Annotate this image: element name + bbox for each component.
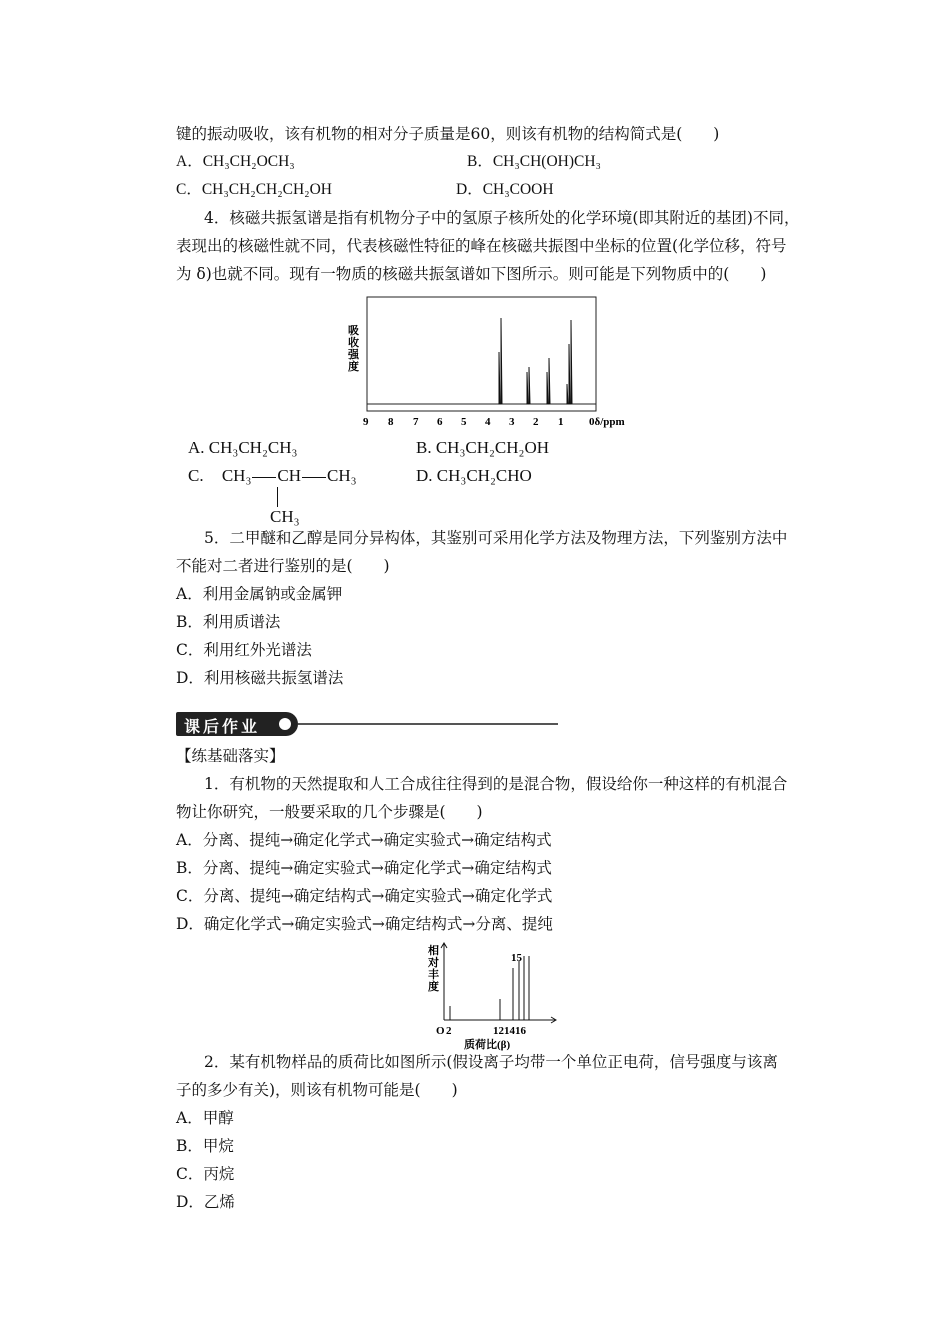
q4-line3: 为 δ)也就不同。现有一物质的核磁共振氢谱如下图所示。则可能是下列物质中的( ) xyxy=(176,265,767,283)
q3-option-d: D．CH₃COOH xyxy=(456,181,554,198)
nmr-peak-3.5 xyxy=(498,318,502,404)
q5-option-a: A．利用金属钠或金属钾 xyxy=(176,585,343,603)
hw-q2-option-c: C．丙烷 xyxy=(176,1165,235,1183)
nmr-ylabel-2: 收 xyxy=(348,337,359,349)
nmr-xtick-7: 7 xyxy=(413,416,419,428)
nmr-xtick-9: 9 xyxy=(363,416,369,428)
mass-spectrum-figure xyxy=(424,942,564,1054)
nmr-xtick-6: 6 xyxy=(437,416,443,428)
q4-line2: 表现出的核磁性就不同，代表核磁性特征的峰在核磁共振图中坐标的位置(化学位移，符号 xyxy=(176,237,787,255)
ms-origin: O xyxy=(436,1025,445,1037)
hw-q1-line2: 物让你研究，一般要采取的几个步骤是( ) xyxy=(176,803,483,821)
homework-banner-title: 课后作业 xyxy=(184,717,261,736)
ms-xlabel: 质荷比(β) xyxy=(464,1039,511,1051)
nmr-peak-2.4 xyxy=(526,367,530,404)
ms-tick-2: 2 xyxy=(446,1025,452,1037)
q4-option-c: C. CH₃ CH CH₃ xyxy=(188,466,357,485)
hw-q1-option-a: A．分离、提纯→确定化学式→确定实验式→确定结构式 xyxy=(176,831,552,849)
q5-option-d: D．利用核磁共振氢谱法 xyxy=(176,669,344,687)
nmr-xtick-4: 4 xyxy=(485,416,491,428)
hw-q2-line1: 2．某有机物样品的质荷比如图所示(假设离子均带一个单位正电荷，信号强度与该离 xyxy=(204,1053,778,1071)
ms-ylabel-2: 对 xyxy=(428,957,439,969)
q5-option-c: C．利用红外光谱法 xyxy=(176,641,312,659)
hw-q1-line1: 1．有机物的天然提取和人工合成往往得到的是混合物，假设给你一种这样的有机混合 xyxy=(204,775,788,793)
hw-q1-option-b: B．分离、提纯→确定实验式→确定化学式→确定结构式 xyxy=(176,859,552,877)
section-heading: 【练基础落实】 xyxy=(176,747,285,765)
nmr-peak-1.6 xyxy=(546,358,550,404)
q3-option-a: A．CH₃CH₂OCH₃ xyxy=(176,153,295,170)
q3-option-b: B．CH₃CH(OH)CH₃ xyxy=(467,153,601,170)
nmr-xtick-8: 8 xyxy=(388,416,394,428)
q4-line1: 4．核磁共振氢谱是指有机物分子中的氢原子核所处的化学环境(即其附近的基团)不同， xyxy=(204,209,800,227)
ms-peak-label: 15 xyxy=(511,952,522,964)
hw-q2-line2: 子的多少有关)，则该有机物可能是( ) xyxy=(176,1081,458,1099)
hw-q2-option-a: A．甲醇 xyxy=(176,1109,234,1127)
hw-q2-option-d: D．乙烯 xyxy=(176,1193,235,1211)
q3-stem-tail: 键的振动吸收，该有机物的相对分子质量是60，则该有机物的结构简式是( ) xyxy=(176,125,720,143)
ms-ylabel-3: 丰 xyxy=(428,969,439,981)
ms-ticks-right: 121416 xyxy=(493,1025,526,1037)
nmr-xtick-0: 0δ/ppm xyxy=(589,416,625,428)
q5-line1: 5．二甲醚和乙醇是同分异构体，其鉴别可采用化学方法及物理方法，下列鉴别方法中 xyxy=(204,529,788,547)
nmr-xtick-2: 2 xyxy=(533,416,539,428)
q3-option-c: C．CH₃CH₂CH₂CH₂OH xyxy=(176,181,332,198)
nmr-spectrum-figure xyxy=(340,292,650,432)
banner-rule xyxy=(298,723,558,725)
q4-option-c-branch: CH₃ xyxy=(270,507,300,526)
nmr-xtick-1: 1 xyxy=(558,416,564,428)
nmr-xtick-3: 3 xyxy=(509,416,515,428)
nmr-ylabel-4: 度 xyxy=(348,361,359,373)
hw-q1-option-c: C．分离、提纯→确定结构式→确定实验式→确定化学式 xyxy=(176,887,553,905)
nmr-frame xyxy=(367,297,596,411)
q5-line2: 不能对二者进行鉴别的是( ) xyxy=(176,557,390,575)
ms-ylabel-1: 相 xyxy=(428,945,439,957)
nmr-ylabel-1: 吸 xyxy=(348,325,359,337)
ms-ylabel-4: 度 xyxy=(428,981,439,993)
hw-q2-option-b: B．甲烷 xyxy=(176,1137,234,1155)
q4-option-a: A. CH₃CH₂CH₃ xyxy=(188,438,298,457)
q4-option-d: D. CH₃CH₂CHO xyxy=(416,466,532,485)
q4-option-c-branch-bond xyxy=(277,487,278,507)
nmr-ylabel-3: 强 xyxy=(348,349,359,361)
nmr-peak-0.9 xyxy=(566,320,572,404)
q5-option-b: B．利用质谱法 xyxy=(176,613,281,631)
banner-dot-icon xyxy=(279,718,291,730)
nmr-xtick-5: 5 xyxy=(461,416,467,428)
hw-q1-option-d: D．确定化学式→确定实验式→确定结构式→分离、提纯 xyxy=(176,915,553,933)
q4-option-b: B. CH₃CH₂CH₂OH xyxy=(416,438,550,457)
homework-banner xyxy=(176,712,298,736)
